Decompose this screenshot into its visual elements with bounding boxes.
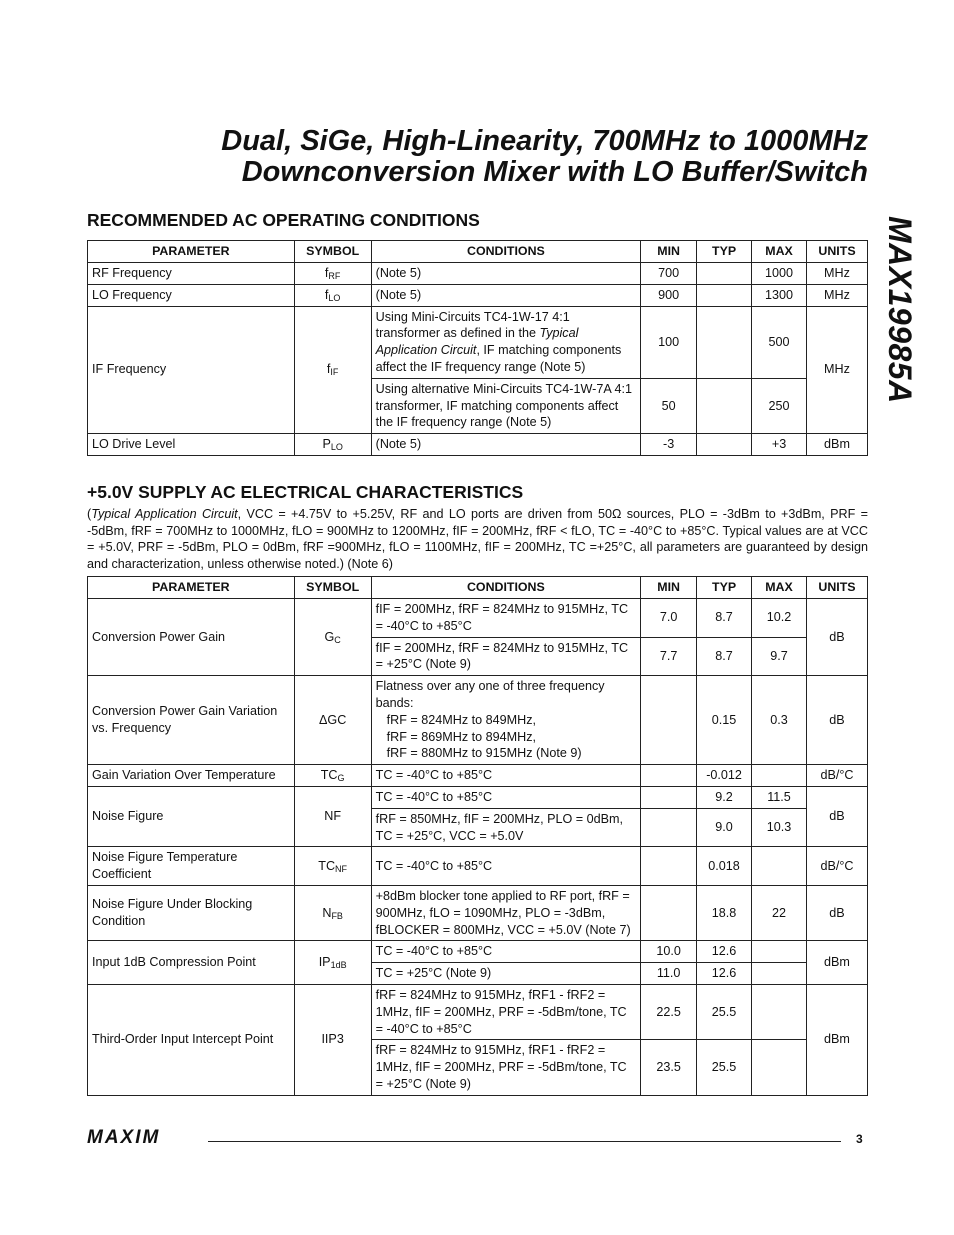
param-cell: Gain Variation Over Temperature — [88, 765, 295, 787]
param-cell: Third-Order Input Intercept Point — [88, 984, 295, 1095]
conditions-cell: TC = -40°C to +85°C — [371, 941, 641, 963]
min-cell: -3 — [641, 434, 697, 456]
max-cell: 10.3 — [752, 808, 807, 847]
min-cell — [641, 676, 697, 765]
symbol-cell: NF — [294, 786, 371, 846]
col-max: MAX — [752, 577, 807, 599]
param-cell: IF Frequency — [88, 306, 295, 434]
typ-cell: 9.0 — [697, 808, 752, 847]
col-symbol: SYMBOL — [294, 241, 371, 263]
typ-cell: 8.7 — [697, 599, 752, 638]
col-min: MIN — [641, 577, 697, 599]
max-cell: 1300 — [752, 284, 807, 306]
param-cell: Conversion Power Gain Variation vs. Frequency — [88, 676, 295, 765]
min-cell: 700 — [641, 263, 697, 285]
typ-cell: 12.6 — [697, 941, 752, 963]
table-row — [88, 676, 868, 765]
footer-rule — [208, 1141, 841, 1142]
param-cell: Noise Figure — [88, 786, 295, 846]
symbol-cell: $TC_{NF}$ — [294, 847, 371, 886]
page-title — [221, 126, 868, 188]
conditions-cell: Flatness over any one of three frequency bands: fRF = 824MHz to 849MHz, fRF = 869MHz to 894MHz, fRF = 880MHz to 915MHz (Note 9) — [371, 676, 641, 765]
table-row — [88, 941, 868, 963]
table-row — [88, 434, 868, 456]
section-heading-5v-ac: +5.0V SUPPLY AC ELECTRICAL CHARACTERISTICS — [87, 482, 524, 502]
max-cell: 500 — [752, 306, 807, 378]
col-max: MAX — [752, 241, 807, 263]
table-row — [88, 885, 868, 940]
svg-text:MAXIM: MAXIM — [87, 1128, 161, 1146]
min-cell — [641, 786, 697, 808]
conditions-cell: Using alternative Mini-Circuits TC4-1W-7A 4:1 transformer, IF matching components affect the IF frequency range (Note 5) — [371, 378, 641, 433]
table-row — [88, 786, 868, 808]
col-typ: TYP — [697, 241, 752, 263]
max-cell: +3 — [752, 434, 807, 456]
col-conditions: CONDITIONS — [371, 577, 641, 599]
units-cell: MHz — [807, 284, 868, 306]
param-cell: LO Drive Level — [88, 434, 295, 456]
min-cell: 7.0 — [641, 599, 697, 638]
param-cell: RF Frequency — [88, 263, 295, 285]
max-cell: 0.3 — [752, 676, 807, 765]
conditions-cell: TC = +25°C (Note 9) — [371, 963, 641, 985]
symbol-cell: $P_{LO}$ — [294, 434, 371, 456]
symbol-cell: $G_C$ — [294, 599, 371, 676]
min-cell: 11.0 — [641, 963, 697, 985]
min-cell: 100 — [641, 306, 697, 378]
typ-cell: 25.5 — [697, 984, 752, 1039]
typ-cell: 12.6 — [697, 963, 752, 985]
param-cell: Conversion Power Gain — [88, 599, 295, 676]
conditions-paragraph: (Typical Application Circuit, VCC = +4.75V to +5.25V, RF and LO ports are driven from 50Ω sources, PLO = -3dBm to +3dBm, PRF = -5dBm, fRF = 700MHz to 1000MHz, fLO = 900MHz to 1200MHz, fIF = 200MHz, fRF < fLO, TC = -40°C to +85°C. Typical values are at VCC = +5.0V, PRF = -5dBm, PLO = 0dBm, fRF =900MHz, fLO = 1100MHz, fIF = 200MHz, TC =+25°C, all parameters are guaranteed by design and characterization, unless otherwise noted.) (Note 6) — [87, 507, 868, 572]
conditions-cell: (Note 5) — [371, 263, 641, 285]
table-row — [88, 306, 868, 378]
conditions-cell: TC = -40°C to +85°C — [371, 765, 641, 787]
max-cell — [752, 963, 807, 985]
symbol-cell: $f_{IF}$ — [294, 306, 371, 434]
typ-cell: 9.2 — [697, 786, 752, 808]
max-cell: 250 — [752, 378, 807, 433]
min-cell — [641, 847, 697, 886]
conditions-cell: fRF = 850MHz, fIF = 200MHz, PLO = 0dBm, TC = +25°C, VCC = +5.0V — [371, 808, 641, 847]
conditions-cell: Using Mini-Circuits TC4-1W-17 4:1 transformer as defined in the Typical Application Circuit, IF matching components affect the IF frequency range (Note 5) — [371, 306, 641, 378]
max-cell: 11.5 — [752, 786, 807, 808]
table-header-row — [88, 241, 868, 263]
min-cell — [641, 808, 697, 847]
min-cell: 50 — [641, 378, 697, 433]
conditions-cell: TC = -40°C to +85°C — [371, 847, 641, 886]
table-row — [88, 984, 868, 1039]
units-cell: dB/°C — [806, 847, 867, 886]
conditions-cell: fIF = 200MHz, fRF = 824MHz to 915MHz, TC = +25°C (Note 9) — [371, 637, 641, 676]
typ-cell: 8.7 — [697, 637, 752, 676]
typ-cell — [697, 378, 752, 433]
table-row — [88, 284, 868, 306]
units-cell: dBm — [806, 984, 867, 1095]
ac-electrical-table — [87, 576, 868, 1096]
conditions-cell: fRF = 824MHz to 915MHz, fRF1 - fRF2 = 1MHz, fIF = 200MHz, PRF = -5dBm/tone, TC = -40°C to +85°C — [371, 984, 641, 1039]
conditions-cell: TC = -40°C to +85°C — [371, 786, 641, 808]
symbol-cell: $N_{FB}$ — [294, 885, 371, 940]
table-row — [88, 599, 868, 638]
min-cell: 22.5 — [641, 984, 697, 1039]
min-cell: 900 — [641, 284, 697, 306]
col-parameter: PARAMETER — [88, 241, 295, 263]
conditions-cell: fIF = 200MHz, fRF = 824MHz to 915MHz, TC = -40°C to +85°C — [371, 599, 641, 638]
units-cell: dB — [806, 786, 867, 846]
typ-cell: 0.018 — [697, 847, 752, 886]
max-cell — [752, 1040, 807, 1095]
max-cell: 22 — [752, 885, 807, 940]
title-line-1: Dual, SiGe, High-Linearity, 700MHz to 1000MHz — [221, 125, 868, 157]
typ-cell — [697, 263, 752, 285]
units-cell: MHz — [807, 306, 868, 434]
units-cell: dB/°C — [806, 765, 867, 787]
symbol-cell: $TC_G$ — [294, 765, 371, 787]
col-typ: TYP — [697, 577, 752, 599]
col-parameter: PARAMETER — [88, 577, 295, 599]
typ-cell — [697, 306, 752, 378]
conditions-cell: fRF = 824MHz to 915MHz, fRF1 - fRF2 = 1MHz, fIF = 200MHz, PRF = -5dBm/tone, TC = +25°C (Note 9) — [371, 1040, 641, 1095]
typ-cell: 25.5 — [697, 1040, 752, 1095]
param-cell: Input 1dB Compression Point — [88, 941, 295, 985]
table-row — [88, 263, 868, 285]
max-cell — [752, 765, 807, 787]
symbol-cell: ΔGC — [294, 676, 371, 765]
units-cell: MHz — [807, 263, 868, 285]
table-row — [88, 847, 868, 886]
param-cell: Noise Figure Temperature Coefficient — [88, 847, 295, 886]
conditions-cell: (Note 5) — [371, 284, 641, 306]
ac-operating-table — [87, 240, 868, 456]
max-cell: 9.7 — [752, 637, 807, 676]
col-units: UNITS — [806, 577, 867, 599]
units-cell: dB — [806, 885, 867, 940]
symbol-cell: IIP3 — [294, 984, 371, 1095]
max-cell: 1000 — [752, 263, 807, 285]
table-row — [88, 765, 868, 787]
maxim-logo — [87, 1128, 199, 1151]
min-cell — [641, 885, 697, 940]
max-cell — [752, 847, 807, 886]
min-cell: 7.7 — [641, 637, 697, 676]
units-cell: dB — [806, 676, 867, 765]
units-cell: dBm — [807, 434, 868, 456]
param-cell: Noise Figure Under Blocking Condition — [88, 885, 295, 940]
symbol-cell: $IP_{1dB}$ — [294, 941, 371, 985]
max-cell — [752, 941, 807, 963]
col-symbol: SYMBOL — [294, 577, 371, 599]
conditions-cell: (Note 5) — [371, 434, 641, 456]
page-number: 3 — [856, 1132, 863, 1146]
symbol-cell: $f_{LO}$ — [294, 284, 371, 306]
max-cell — [752, 984, 807, 1039]
param-cell: LO Frequency — [88, 284, 295, 306]
table-header-row — [88, 577, 868, 599]
conditions-cell: +8dBm blocker tone applied to RF port, fRF = 900MHz, fLO = 1090MHz, PLO = -3dBm, fBLOCKER = 800MHz, VCC = +5.0V (Note 7) — [371, 885, 641, 940]
symbol-cell: $f_{RF}$ — [294, 263, 371, 285]
typ-cell — [697, 284, 752, 306]
col-units: UNITS — [807, 241, 868, 263]
min-cell — [641, 765, 697, 787]
min-cell: 10.0 — [641, 941, 697, 963]
typ-cell — [697, 434, 752, 456]
title-line-2: Downconversion Mixer with LO Buffer/Switch — [241, 156, 868, 188]
max-cell: 10.2 — [752, 599, 807, 638]
col-conditions: CONDITIONS — [371, 241, 641, 263]
typ-cell: 18.8 — [697, 885, 752, 940]
side-part-number: MAX19985A — [882, 216, 918, 404]
section-heading-ac-operating: RECOMMENDED AC OPERATING CONDITIONS — [87, 210, 480, 230]
units-cell: dBm — [806, 941, 867, 985]
units-cell: dB — [806, 599, 867, 676]
typ-cell: 0.15 — [697, 676, 752, 765]
typ-cell: -0.012 — [697, 765, 752, 787]
min-cell: 23.5 — [641, 1040, 697, 1095]
col-min: MIN — [641, 241, 697, 263]
